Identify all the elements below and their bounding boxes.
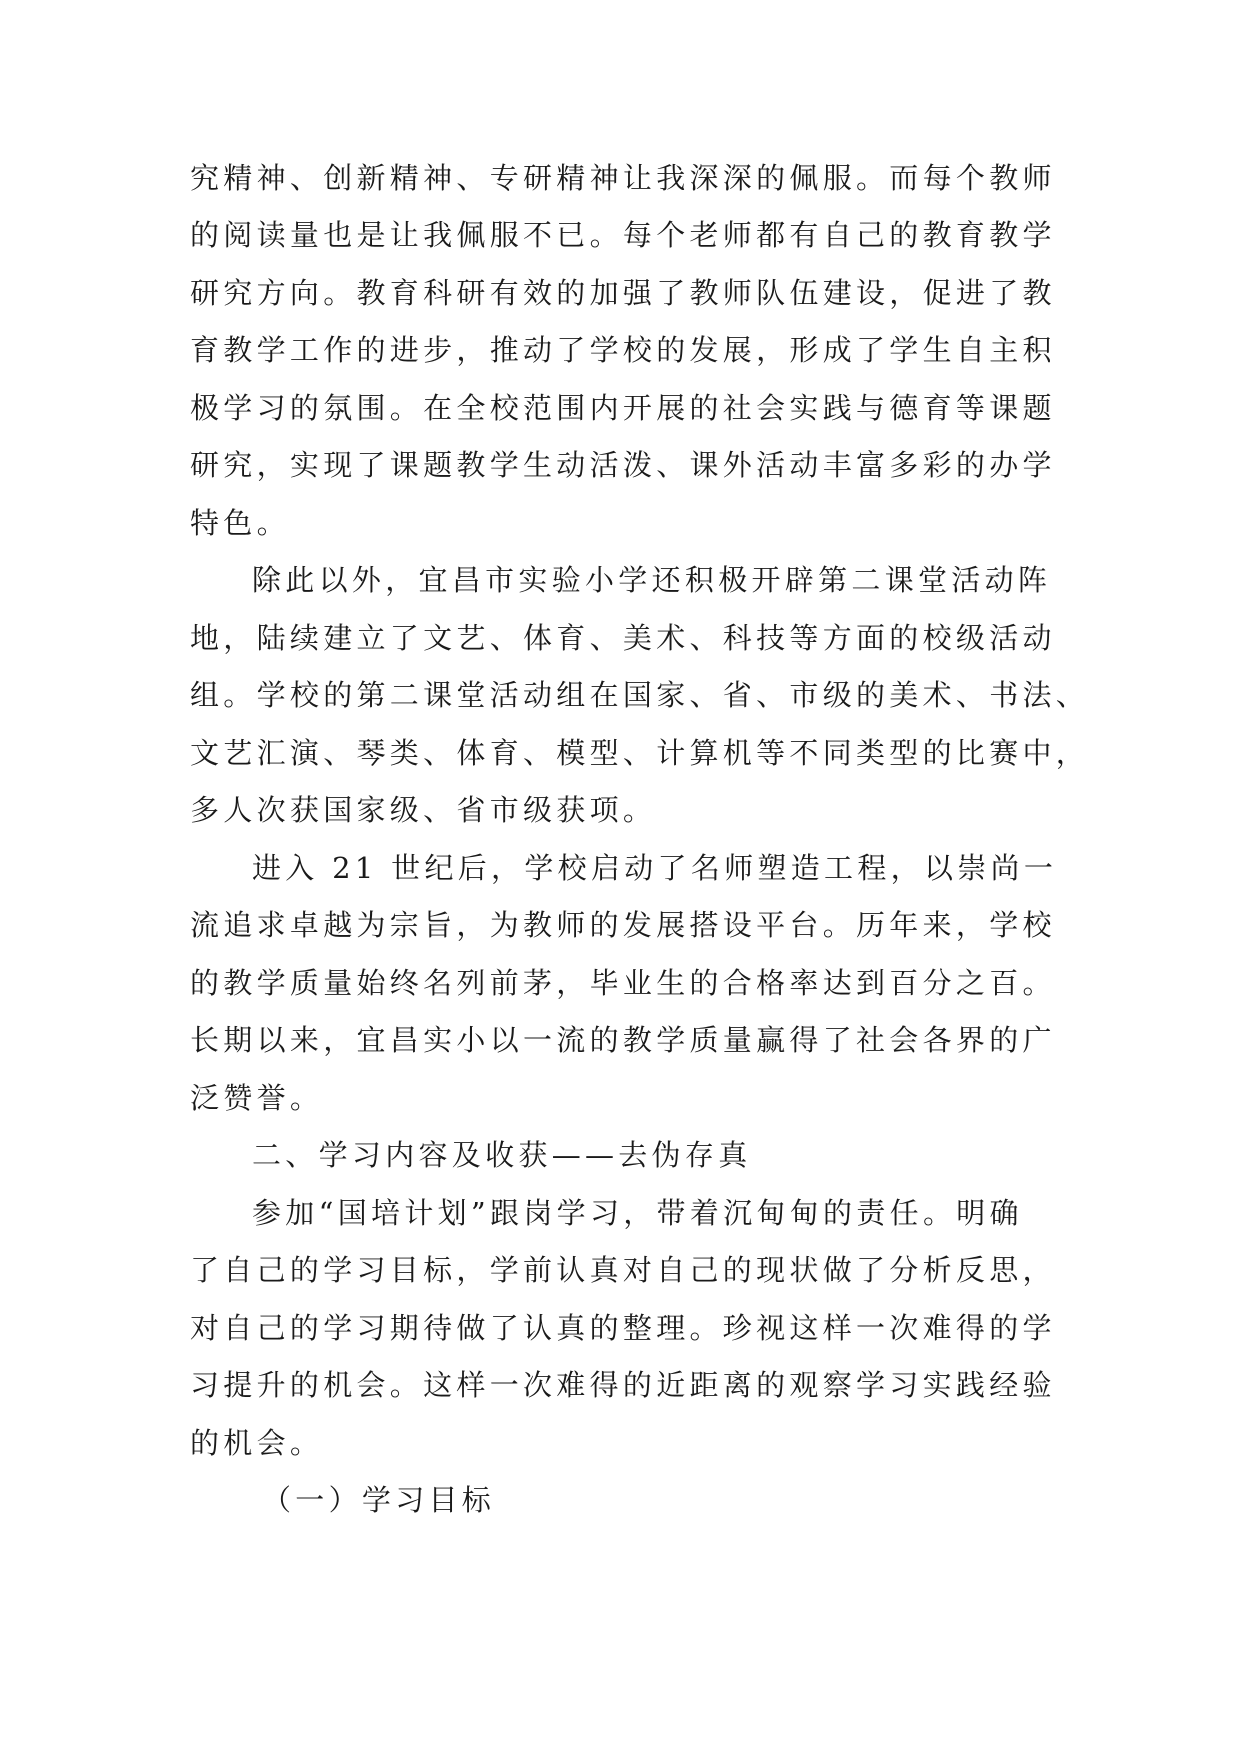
paragraph-line: 地，陆续建立了文艺、体育、美术、科技等方面的校级活动 bbox=[190, 621, 1056, 655]
paragraph-line: 流追求卓越为宗旨，为教师的发展搭设平台。历年来，学校 bbox=[190, 908, 1056, 942]
paragraph-line: 长期以来，宜昌实小以一流的教学质量赢得了社会各界的广 bbox=[190, 1023, 1056, 1057]
paragraph-line: 对自己的学习期待做了认真的整理。珍视这样一次难得的学 bbox=[190, 1311, 1056, 1345]
paragraph-line: 的教学质量始终名列前茅，毕业生的合格率达到百分之百。 bbox=[190, 966, 1056, 1000]
paragraph-line: 泛赞誉。 bbox=[190, 1081, 324, 1115]
paragraph-line: 究精神、创新精神、专研精神让我深深的佩服。而每个教师 bbox=[190, 161, 1056, 195]
paragraph-line: 的阅读量也是让我佩服不已。每个老师都有自己的教育教学 bbox=[190, 218, 1056, 252]
paragraph-line: 特色。 bbox=[190, 506, 290, 540]
paragraph-line: 习提升的机会。这样一次难得的近距离的观察学习实践经验 bbox=[190, 1368, 1056, 1402]
paragraph-line: 文艺汇演、琴类、体育、模型、计算机等不同类型的比赛中， bbox=[190, 736, 1090, 770]
paragraph-line: 研究方向。教育科研有效的加强了教师队伍建设，促进了教 bbox=[190, 276, 1056, 310]
section-heading: 二、学习内容及收获——去伪存真 bbox=[252, 1138, 752, 1172]
paragraph-line: 了自己的学习目标，学前认真对自己的现状做了分析反思， bbox=[190, 1253, 1056, 1287]
paragraph-line: 极学习的氛围。在全校范围内开展的社会实践与德育等课题 bbox=[190, 391, 1056, 425]
subsection-heading: （一）学习目标 bbox=[262, 1483, 496, 1517]
paragraph-line: 研究，实现了课题教学生动活泼、课外活动丰富多彩的办学 bbox=[190, 448, 1056, 482]
paragraph-line: 参加“国培计划”跟岗学习，带着沉甸甸的责任。明确 bbox=[252, 1196, 1023, 1230]
paragraph-line: 育教学工作的进步，推动了学校的发展，形成了学生自主积 bbox=[190, 333, 1056, 367]
paragraph-line: 的机会。 bbox=[190, 1426, 324, 1460]
paragraph-line: 除此以外，宜昌市实验小学还积极开辟第二课堂活动阵 bbox=[252, 563, 1052, 597]
paragraph-line: 多人次获国家级、省市级获项。 bbox=[190, 793, 657, 827]
paragraph-line: 进入 21 世纪后，学校启动了名师塑造工程，以崇尚一 bbox=[252, 851, 1058, 885]
paragraph-line: 组。学校的第二课堂活动组在国家、省、市级的美术、书法、 bbox=[190, 678, 1090, 712]
